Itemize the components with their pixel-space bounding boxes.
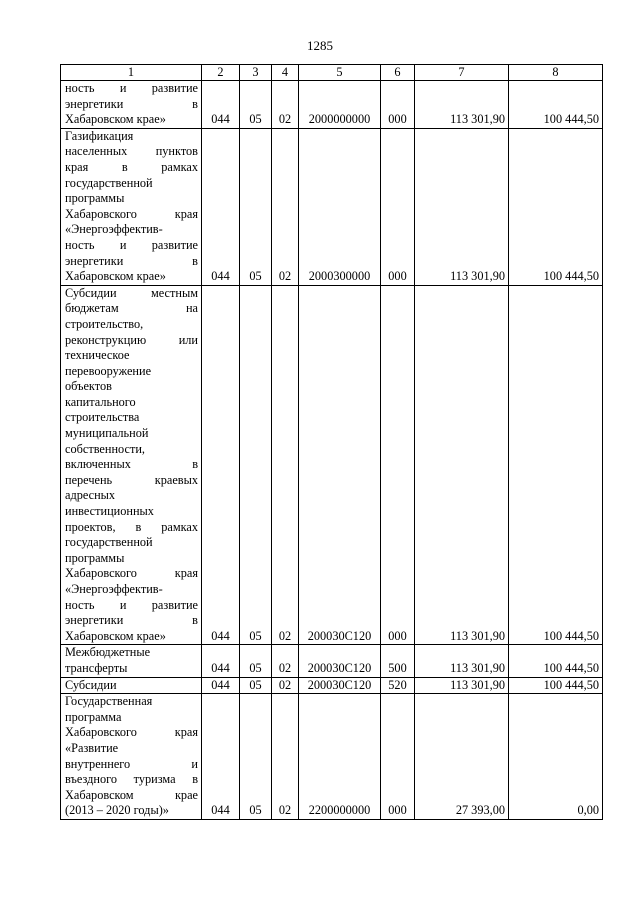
- amount-col7-cell: 113 301,90: [415, 285, 509, 645]
- table-row: [61, 694, 603, 820]
- item-name-line: въездного туризма в: [65, 772, 198, 787]
- item-name-line: ность и развитие: [65, 597, 198, 612]
- expense-type-cell: 500: [381, 645, 415, 677]
- item-name-cell: [61, 694, 202, 820]
- column-header: 1: [61, 65, 202, 81]
- subsection-code-cell: 02: [272, 645, 299, 677]
- item-name-line: энергетики в: [65, 613, 198, 628]
- column-header: 2: [202, 65, 240, 81]
- item-name-line: Хабаровском крае»: [65, 628, 166, 643]
- section-code-cell: 05: [240, 81, 272, 129]
- item-name-line: строительство,: [65, 316, 144, 331]
- section-code-cell: 05: [240, 285, 272, 645]
- amount-col8-cell: 0,00: [509, 694, 603, 820]
- item-name-line: Хабаровского края: [65, 725, 198, 740]
- item-name-line: Субсидии местным: [65, 285, 198, 300]
- item-name-line: адресных: [65, 488, 116, 503]
- column-header: 6: [381, 65, 415, 81]
- item-name-line: ность и развитие: [65, 237, 198, 252]
- header-row: [61, 65, 603, 81]
- admin-code-cell: 044: [202, 694, 240, 820]
- item-name-line: Хабаровском крае»: [65, 112, 166, 127]
- item-name-cell: [61, 677, 202, 694]
- admin-code-cell: 044: [202, 81, 240, 129]
- column-header: 8: [509, 65, 603, 81]
- item-name-line: Хабаровском крае»: [65, 269, 166, 284]
- item-name-line: Хабаровском крае: [65, 787, 198, 802]
- item-name-line: Межбюджетные: [65, 645, 151, 660]
- item-name-line: объектов: [65, 379, 112, 394]
- item-name-line: программы: [65, 191, 125, 206]
- target-article-cell: 2000300000: [299, 128, 381, 285]
- item-name-line: трансферты: [65, 660, 128, 675]
- item-name-line: Хабаровского края: [65, 566, 198, 581]
- item-name-cell: [61, 285, 202, 645]
- item-name-line: инвестиционных: [65, 504, 154, 519]
- expense-type-cell: 000: [381, 285, 415, 645]
- section-code-cell: 05: [240, 694, 272, 820]
- amount-col8-cell: 100 444,50: [509, 128, 603, 285]
- admin-code-cell: 044: [202, 285, 240, 645]
- expense-type-cell: 000: [381, 81, 415, 129]
- expense-type-cell: 520: [381, 677, 415, 694]
- amount-col7-cell: 113 301,90: [415, 128, 509, 285]
- page-number: 1285: [307, 38, 333, 53]
- item-name-line: бюджетам на: [65, 301, 198, 316]
- table-row: [61, 81, 603, 129]
- target-article-cell: 200030С120: [299, 285, 381, 645]
- subsection-code-cell: 02: [272, 677, 299, 694]
- item-name-cell: [61, 645, 202, 677]
- item-name-line: перечень краевых: [65, 472, 198, 487]
- item-name-cell: [61, 128, 202, 285]
- item-name-line: перевооружение: [65, 363, 152, 378]
- section-code-cell: 05: [240, 128, 272, 285]
- item-name-line: муниципальной: [65, 426, 149, 441]
- table-row: [61, 128, 603, 285]
- column-header: 7: [415, 65, 509, 81]
- subsection-code-cell: 02: [272, 694, 299, 820]
- target-article-cell: 200030С120: [299, 677, 381, 694]
- target-article-cell: 2000000000: [299, 81, 381, 129]
- table-row: [61, 645, 603, 677]
- admin-code-cell: 044: [202, 677, 240, 694]
- target-article-cell: 2200000000: [299, 694, 381, 820]
- item-name-line: «Энергоэффектив-: [65, 222, 163, 237]
- item-name-line: ность и развитие: [65, 81, 198, 95]
- expense-type-cell: 000: [381, 694, 415, 820]
- item-name-line: государственной: [65, 175, 153, 190]
- amount-col7-cell: 27 393,00: [415, 694, 509, 820]
- budget-table: [60, 64, 603, 820]
- amount-col7-cell: 113 301,90: [415, 677, 509, 694]
- item-name-line: программа: [65, 709, 122, 724]
- expense-type-cell: 000: [381, 128, 415, 285]
- item-name-line: «Энергоэффектив-: [65, 582, 163, 596]
- section-code-cell: 05: [240, 645, 272, 677]
- target-article-cell: 200030С120: [299, 645, 381, 677]
- column-header: 4: [272, 65, 299, 81]
- item-name-line: государственной: [65, 535, 153, 550]
- item-name-line: Хабаровского края: [65, 206, 198, 221]
- item-name-line: внутреннего и: [65, 756, 198, 771]
- subsection-code-cell: 02: [272, 128, 299, 285]
- subsection-code-cell: 02: [272, 81, 299, 129]
- item-name-line: проектов, в рамках: [65, 519, 198, 534]
- item-name-line: края в рамках: [65, 159, 198, 174]
- item-name-line: Субсидии: [65, 677, 117, 692]
- item-name-line: Газификация: [65, 128, 134, 143]
- table-row: [61, 677, 603, 694]
- item-name-line: включенных в: [65, 457, 198, 472]
- amount-col8-cell: 100 444,50: [509, 677, 603, 694]
- item-name-cell: [61, 81, 202, 129]
- item-name-line: капитального: [65, 394, 136, 409]
- amount-col8-cell: 100 444,50: [509, 285, 603, 645]
- amount-col8-cell: 100 444,50: [509, 81, 603, 129]
- column-header: 5: [299, 65, 381, 81]
- item-name-line: «Развитие: [65, 740, 119, 755]
- admin-code-cell: 044: [202, 128, 240, 285]
- item-name-line: строительства: [65, 410, 140, 425]
- section-code-cell: 05: [240, 677, 272, 694]
- amount-col8-cell: 100 444,50: [509, 645, 603, 677]
- subsection-code-cell: 02: [272, 285, 299, 645]
- item-name-line: собственности,: [65, 441, 145, 456]
- column-header: 3: [240, 65, 272, 81]
- table-row: [61, 285, 603, 645]
- item-name-line: реконструкцию или: [65, 332, 198, 347]
- item-name-line: программы: [65, 550, 125, 565]
- item-name-line: энергетики в: [65, 253, 198, 268]
- item-name-line: населенных пунктов: [65, 144, 198, 159]
- item-name-line: (2013 – 2020 годы)»: [65, 803, 169, 818]
- amount-col7-cell: 113 301,90: [415, 81, 509, 129]
- amount-col7-cell: 113 301,90: [415, 645, 509, 677]
- item-name-line: Государственная: [65, 694, 153, 709]
- item-name-line: техническое: [65, 348, 130, 363]
- admin-code-cell: 044: [202, 645, 240, 677]
- item-name-line: энергетики в: [65, 96, 198, 111]
